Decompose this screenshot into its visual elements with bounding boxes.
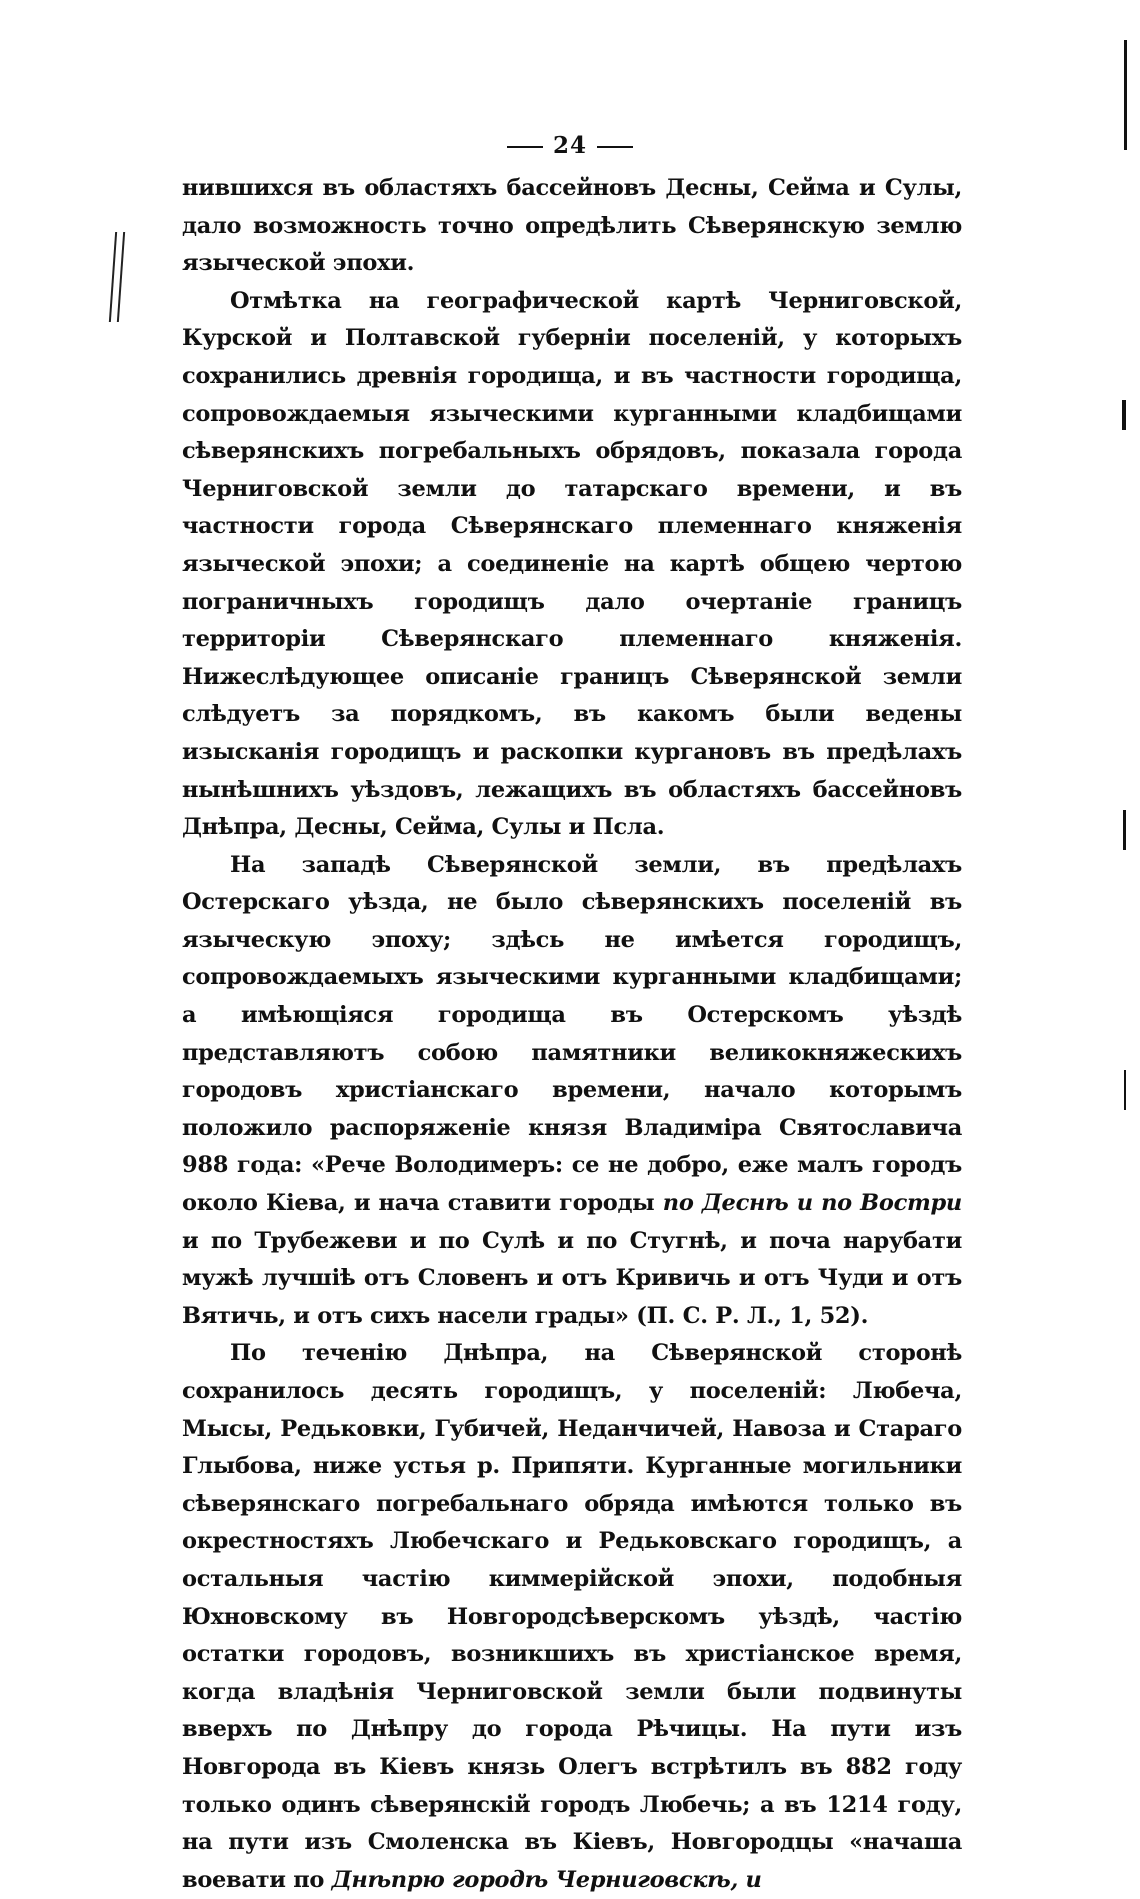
- right-edge-mark: [1124, 40, 1127, 150]
- paragraph-4: [182, 1335, 962, 1899]
- text-segment-italic: Днѣпрю городѣ Черниговскѣ, и: [331, 1866, 762, 1893]
- text-segment: нившихся въ областяхъ бассейновъ Десны, Сейма и Сулы, дало возможность точно опредѣлить Сѣверянскую землю языческой эпохи.: [182, 175, 962, 277]
- paragraph-1: [182, 170, 962, 283]
- paragraph-2: [182, 283, 962, 847]
- page-number-dash-right: [597, 146, 633, 148]
- page-number: [0, 132, 1140, 159]
- text-segment: По теченію Днѣпра, на Сѣверянской сторонѣ сохранилось десять городищъ, у поселеній: Любеча, Мысы, Редьковки, Губичей, Неданчичей, Навоза и Стараго Глыбова, ниже устья р. Припяти. Курганные могильники сѣверянскаго погребальнаго обряда имѣются только въ окрестностяхъ Любечскаго и Редьковскаго городищъ, а остальныя частію киммерійской эпохи, подобныя Юхновскому въ Новгородсѣверскомъ уѣздѣ, частію остатки городовъ, возникшихъ въ христіанское время, когда владѣнія Черниговской земли были подвинуты вверхъ по Днѣпру до города Рѣчицы. На пути изъ Новгорода въ Кіевъ князь Олегъ встрѣтилъ въ 882 году только одинъ сѣверянскій городъ Любечь; а въ 1214 году, на пути изъ Смоленска въ Кіевъ, Новгородцы «начаша воевати по: [182, 1340, 962, 1893]
- paragraph-3: [182, 847, 962, 1336]
- text-segment: и по Трубежеви и по Сулѣ и по Стугнѣ, и поча нарубати мужѣ лучшіѣ отъ Словенъ и отъ Кривичь и отъ Чуди и отъ Вятичь, и отъ сихъ насели грады» (П. С. Р. Л., 1, 52).: [182, 1227, 962, 1329]
- page-number-dash-left: [507, 146, 543, 148]
- body-text: [182, 170, 962, 1899]
- right-edge-mark: [1124, 1070, 1126, 1110]
- right-edge-mark: [1123, 810, 1126, 850]
- right-edge-mark: [1122, 400, 1126, 430]
- text-segment-italic: по Деснѣ и по Востри: [662, 1190, 962, 1217]
- page-number-text: 24: [552, 132, 587, 159]
- margin-pencil-mark: [112, 232, 126, 322]
- text-segment: Отмѣтка на географической картѣ Черниговской, Курской и Полтавской губерніи поселеній, у которыхъ сохранились древнія городища, и въ частности городища, сопровождаемыя языческими курганными кладбищами сѣверянскихъ погребальныхъ обрядовъ, показала города Черниговской земли до татарскаго времени, и въ частности города Сѣверянскаго племеннаго княженія языческой эпохи; а соединеніе на картѣ общею чертою пограничныхъ городищъ дало очертаніе границъ территоріи Сѣверянскаго племеннаго княженія. Нижеслѣдующее описаніе границъ Сѣверянской земли слѣдуетъ за порядкомъ, въ какомъ были ведены изысканія городищъ и раскопки кургановъ въ предѣлахъ нынѣшнихъ уѣздовъ, лежащихъ въ областяхъ бассейновъ Днѣпра, Десны, Сейма, Сулы и Псла.: [182, 287, 962, 841]
- text-segment: На западѣ Сѣверянской земли, въ предѣлахъ Остерскаго уѣзда, не было сѣверянскихъ поселеній въ языческую эпоху; здѣсь не имѣется городищъ, сопровождаемыхъ языческими курганными кладбищами; а имѣющіяся городища въ Остерскомъ уѣздѣ представляютъ собою памятники великокняжескихъ городовъ христіанскаго времени, начало которымъ положило распоряженіе князя Владиміра Святославича 988 года: «Рече Володимеръ: се не добро, еже малъ городъ около Кіева, и нача ставити городы: [182, 851, 962, 1217]
